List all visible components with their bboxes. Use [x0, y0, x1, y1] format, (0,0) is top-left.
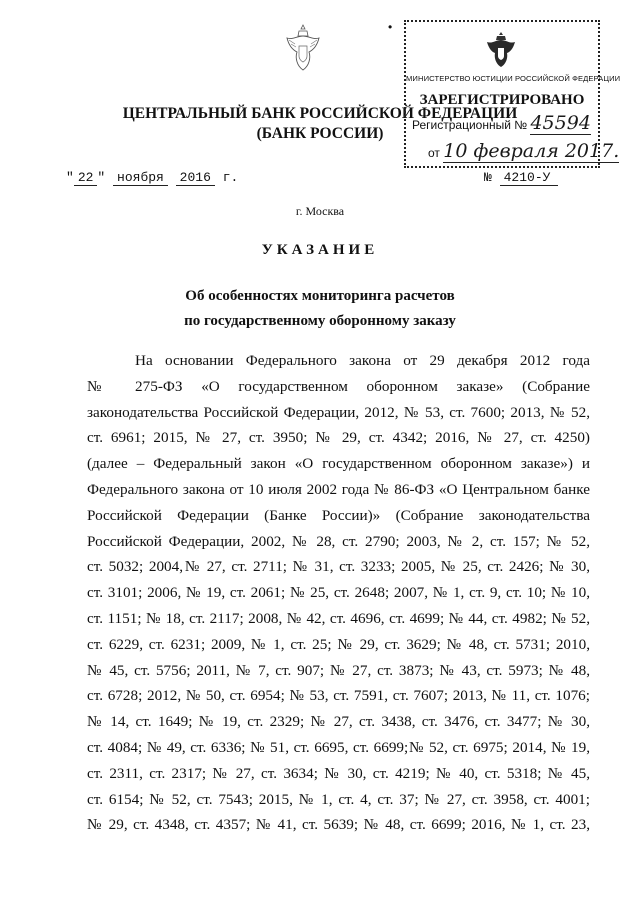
body-line: ст. 3101; 2006, № 19, ст. 2061; № 25, ст. 2648; 2007, № 1, ст. 9, ст. 10; № 10,	[87, 584, 590, 602]
body-line: № 45, ст. 5756; 2011, № 7, ст. 907; № 27, ст. 3873; № 43, ст. 5973; № 48,	[87, 661, 590, 679]
city: г. Москва	[295, 204, 345, 218]
body-line: ст. 6229, ст. 6231; 2009, № 1, ст. 25; № 29, ст. 3629; № 48, ст. 5731; 2010,	[87, 635, 590, 653]
body-line: № 14, ст. 1649; № 19, ст. 2329; № 27, ст. 3438, ст. 3476, ст. 3477; № 30,	[87, 713, 590, 731]
document-type: УКАЗАНИЕ	[261, 242, 379, 258]
date-close-quote: "	[97, 170, 106, 185]
russian-coat-of-arms-icon	[484, 30, 518, 70]
document-title-line: по государственному оборонному заказу	[184, 313, 456, 329]
date-suffix: г.	[222, 170, 239, 185]
bank-name-line: ЦЕНТРАЛЬНЫЙ БАНК РОССИЙСКОЙ ФЕДЕРАЦИИ	[122, 105, 518, 122]
body-line: Российской Федерации, 2002, № 28, ст. 2790; 2003, № 2, ст. 157; № 52,	[87, 532, 590, 550]
stamp-reg-label: Регистрационный №	[412, 118, 528, 132]
body-line: ст. 1151; № 18, ст. 2117; 2008, № 42, ст. 4696, ст. 4699; № 44, ст. 4982; № 52,	[87, 609, 590, 627]
stamp-registered-label: ЗАРЕГИСТРИРОВАНО	[419, 92, 585, 108]
body-line: ст. 5032; 2004,№ 27, ст. 2711; № 31, ст. 3233; 2005, № 25, ст. 2426; № 30,	[87, 558, 590, 576]
date-month: ноября	[113, 170, 168, 186]
body-line: ст. 4084; № 49, ст. 6336; № 51, ст. 6695, ст. 6699;№ 52, ст. 6975; 2014, № 19,	[87, 738, 590, 756]
body-line: Федерального закона от 10 июля 2002 года № 86-ФЗ «О Центральном банке	[87, 480, 590, 498]
date-open-quote: "	[66, 170, 74, 185]
stamp-registration-date	[428, 140, 619, 162]
date-day: 22	[74, 170, 98, 186]
body-line: ст. 6154; № 52, ст. 7543; 2015, № 1, ст. 4, ст. 37; № 27, ст. 3958, ст. 4001;	[87, 790, 590, 808]
stamp-date-prefix: от	[428, 146, 440, 160]
registration-mark: •	[388, 20, 393, 34]
body-line: № 29, ст. 4348, ст. 4357; № 41, ст. 5639; № 48, ст. 6699; 2016, № 1, ст. 23,	[87, 816, 590, 834]
body-line: На основании Федерального закона от 29 декабря 2012 года	[135, 352, 590, 369]
body-line: (далее – Федеральный закон «О государственном оборонном заказе») и	[87, 455, 590, 473]
russian-coat-of-arms-icon	[283, 22, 323, 74]
number-prefix: №	[484, 170, 492, 185]
registration-stamp	[404, 20, 621, 168]
stamp-ministry-name: МИНИСТЕРСТВО ЮСТИЦИИ РОССИЙСКОЙ ФЕДЕРАЦИИ	[406, 74, 621, 83]
document-number	[484, 170, 558, 185]
body-line: № 275-ФЗ «О государственном оборонном заказе» (Собрание	[87, 377, 590, 395]
stamp-date-value: 10 февраля 2017.	[443, 140, 620, 162]
body-line: Российской Федерации (Банке России)» (Собрание законодательства	[87, 506, 590, 524]
body-line: ст. 6728; 2012, № 50, ст. 6954; № 53, ст. 7591, ст. 7607; 2013, № 11, ст. 1076;	[87, 687, 590, 705]
stamp-reg-number: 45594	[530, 112, 591, 134]
document-title-line: Об особенностях мониторинга расчетов	[185, 288, 455, 304]
body-line: ст. 2311, ст. 2317; № 27, ст. 3634; № 30, ст. 4219; № 40, ст. 5318; № 45,	[87, 764, 590, 782]
body-line: законодательства Российской Федерации, 2012, № 53, ст. 7600; 2013, № 52,	[87, 403, 590, 421]
bank-name-line: (БАНК РОССИИ)	[256, 125, 384, 142]
document-date	[66, 170, 238, 185]
stamp-registration-number	[412, 112, 591, 134]
date-year: 2016	[176, 170, 215, 186]
document-body	[87, 348, 590, 838]
document-title	[0, 284, 640, 334]
number-value: 4210-У	[500, 170, 559, 186]
body-line: ст. 6961; 2015, № 27, ст. 3950; № 29, ст. 4342; 2016, № 27, ст. 4250)	[87, 429, 590, 447]
